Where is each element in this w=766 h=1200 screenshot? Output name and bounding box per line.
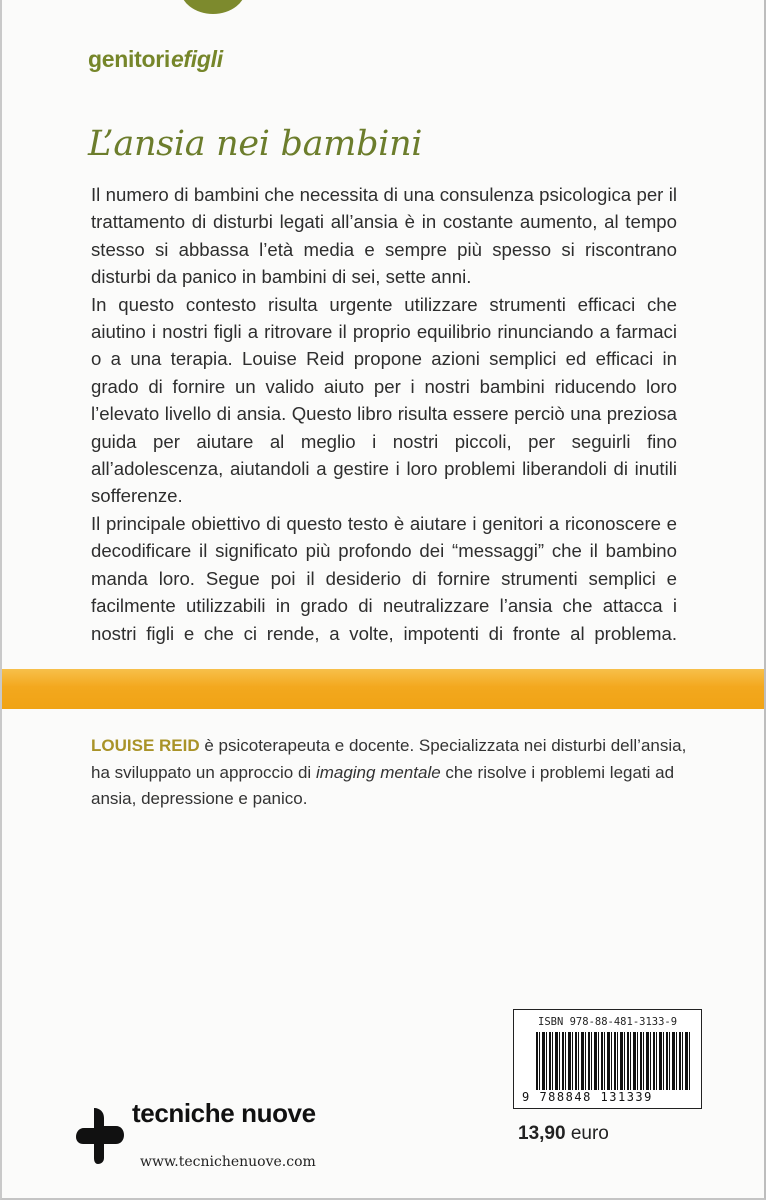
ean-digits: 9 788848 131339 xyxy=(522,1090,653,1104)
publisher-name: tecniche nuove xyxy=(132,1098,316,1128)
cross-icon xyxy=(74,1104,126,1166)
series-logo-part2: efigli xyxy=(170,46,223,72)
author-bio-text: è psicoterapeuta e docente. Specializzata nei disturbi dell’ansia, ha sviluppato un approccio di xyxy=(91,736,687,782)
author-name: LOUISE REID xyxy=(91,736,200,755)
description xyxy=(91,181,677,647)
barcode-bars xyxy=(536,1032,692,1090)
price xyxy=(518,1123,609,1145)
author-bio xyxy=(91,733,701,813)
description-paragraph: In questo contesto risulta urgente utilizzare strumenti efficaci che aiutino i nostri figli a ritrovare il proprio equilibrio rinunciando a farmaci o a una terapia. Louise Reid propone azioni semplici ed efficaci in grado di fornire un valido aiuto per i nostri bambini riducendo loro l’elevato livello di ansia. Questo libro risulta essere perciò una preziosa guida per aiutare al meglio i nostri piccoli, per seguirli fino all’adolescenza, aiutandoli a gestire i loro problemi liberandoli di inutili sofferenze. xyxy=(91,293,677,507)
price-amount: 13,90 xyxy=(518,1123,566,1144)
series-logo-part1: genitori xyxy=(88,46,170,72)
book-title: L’ansia nei bambini xyxy=(88,124,423,164)
description-paragraph: Il numero di bambini che necessita di una consulenza psicologica per il trattamento di disturbi legati all’ansia è in costante aumento, al tempo stesso si abbassa l’età media e sempre più spesso si riscontrano disturbi da panico in bambini di sei, sette anni. xyxy=(91,184,677,288)
series-logo-circle-icon xyxy=(180,0,246,14)
barcode xyxy=(513,1009,702,1109)
publisher-url: www.tecnichenuove.com xyxy=(140,1154,316,1170)
isbn-label: ISBN 978-88-481-3133-9 xyxy=(538,1016,678,1028)
price-currency: euro xyxy=(570,1123,609,1144)
author-bio-text-end: che risolve i problemi legati ad ansia, depressione e panico. xyxy=(91,762,675,808)
description-paragraph: Il principale obiettivo di questo testo è aiutare i genitori a riconoscere e decodificare il significato più profondo dei “messaggi” che il bambino manda loro. Segue poi il desiderio di fornire strumenti semplici e facilmente utilizzabili in grado di neutralizzare l’ansia che attacca i nostri figli e che ci rende, a volte, impotenti di fronte al problema. xyxy=(91,512,677,644)
author-bio-emphasis: imaging mentale xyxy=(315,762,441,782)
orange-band xyxy=(2,669,766,709)
series-logo xyxy=(88,46,223,73)
